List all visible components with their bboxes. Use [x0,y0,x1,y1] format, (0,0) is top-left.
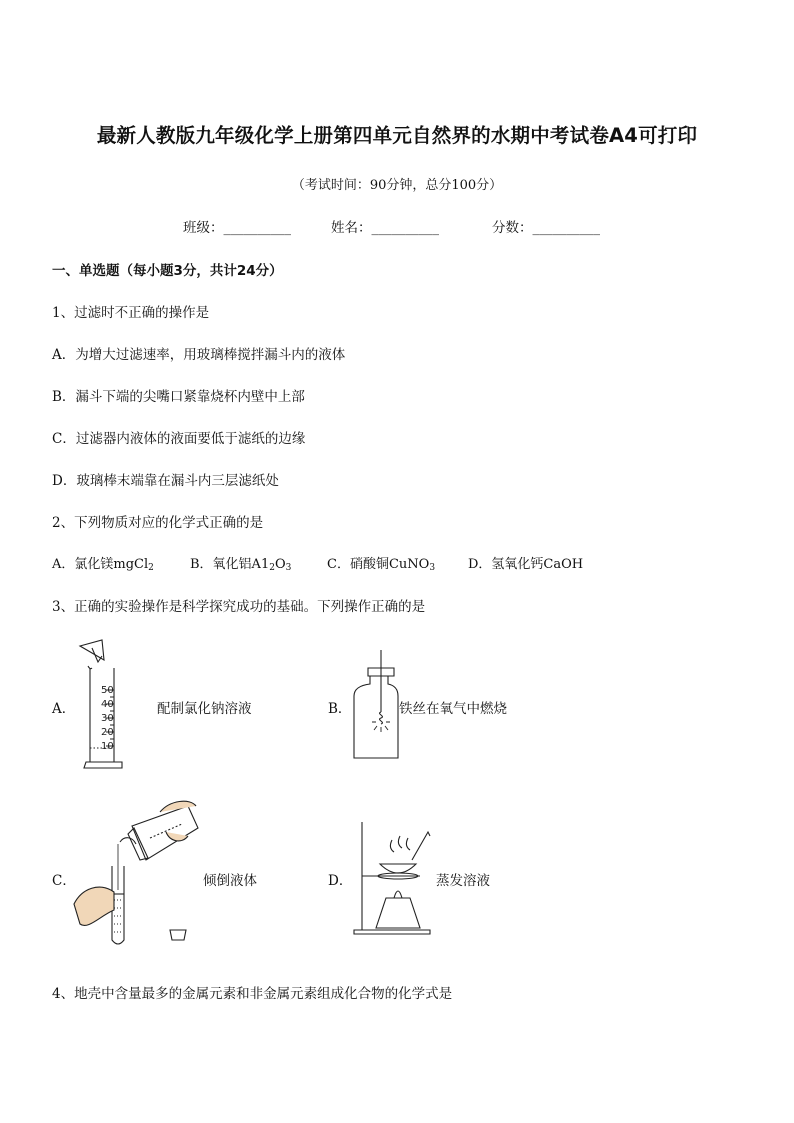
vapor [390,836,410,852]
question-1-stem: 1、过滤时不正确的操作是 [52,305,210,321]
lower-hand [74,887,114,925]
exam-duration-note: （考试时间：90分钟，总分100分） [291,178,503,193]
pouring-liquid-figure [70,798,200,948]
option-b-subscript-2: 3 [285,563,292,573]
scale-label-50: 50 [101,685,114,696]
funnel-paper [80,640,104,660]
funnel-paper-fold [92,648,102,662]
gas-bottle-figure [350,648,400,760]
bottle-stopper-on-table [170,930,186,940]
question-2-option-a [52,553,154,573]
question-3-option-b-caption: 铁丝在氧气中燃烧 [399,701,507,717]
iron-wire-coil [380,712,383,724]
bottle-neck [128,828,148,860]
question-1-option-c: C．过滤器内液体的液面要低于滤纸的边缘 [52,431,306,447]
class-field: 班级：__________ [183,220,291,236]
evaporating-dish [380,864,416,873]
option-a-text: A．氯化镁mgCl [52,557,149,572]
upper-hand [160,801,196,841]
question-2-option-c [327,553,435,573]
evaporation-figure [350,818,434,936]
question-3-option-c-caption: 倾倒液体 [203,873,257,889]
alcohol-lamp [376,898,420,928]
name-field: 姓名：__________ [331,220,439,236]
score-field: 分数：__________ [492,220,600,236]
bottle-body [354,676,398,758]
question-1-option-d: D．玻璃棒末端靠在漏斗内三层滤纸处 [52,473,279,489]
question-2-option-d: D．氢氧化钙CaOH [468,557,584,572]
option-c-subscript: 3 [429,563,436,573]
page-title: 最新人教版九年级化学上册第四单元自然界的水期中考试卷A4可打印 [96,124,698,147]
option-b-subscript-1: 2 [269,563,275,573]
question-3-option-c-letter: C． [52,873,76,889]
glass-rod [412,832,430,860]
question-3-option-b-letter: B． [328,701,352,717]
question-3-option-a-letter: A． [52,701,76,717]
option-c-text: C．硝酸铜CuNO [327,557,430,572]
scale-label-10: 10 [101,741,114,752]
scale-label-40: 40 [101,699,114,710]
question-4-stem: 4、地壳中含量最多的金属元素和非金属元素组成化合物的化学式是 [52,986,453,1002]
question-2-option-b [190,553,291,573]
question-3-option-d-caption: 蒸发溶液 [436,873,490,889]
question-3-option-a-caption: 配制氯化钠溶液 [157,701,252,717]
scale-label-30: 30 [101,713,114,724]
option-a-subscript: 2 [148,563,154,573]
question-3-stem: 3、正确的实验操作是科学探究成功的基础。下列操作正确的是 [52,599,426,615]
question-3-option-d-letter: D． [328,873,353,889]
stand-base [354,930,430,934]
cylinder-base [84,762,122,768]
reagent-bottle [132,806,198,860]
option-b-text-2: O [274,557,286,572]
bottle-mouth [120,838,136,844]
question-2-stem: 2、下列物质对应的化学式正确的是 [52,515,264,531]
section-title: 一、单选题（每小题3分，共计24分） [52,263,283,279]
graduated-cylinder-figure [76,636,136,772]
option-b-text: B．氧化铝A1 [190,557,270,572]
question-1-option-b: B．漏斗下端的尖嘴口紧靠烧杯内壁中上部 [52,389,305,405]
scale-label-20: 20 [101,727,114,738]
lamp-flame [394,891,402,898]
question-1-option-a: A．为增大过滤速率，用玻璃棒搅拌漏斗内的液体 [52,347,346,363]
